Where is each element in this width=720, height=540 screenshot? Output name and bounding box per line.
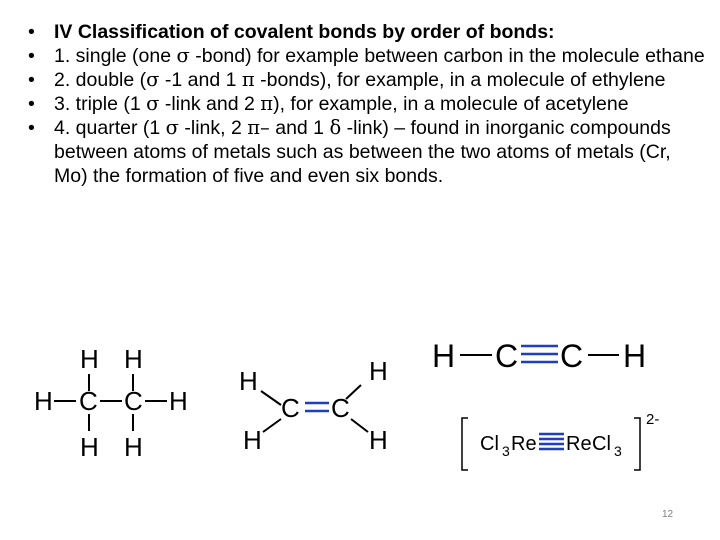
- bullet-text: 1. single (one: [54, 45, 177, 67]
- atom-c: C: [124, 386, 143, 416]
- pi-symbol: π–: [247, 116, 270, 139]
- bullet-single-bond: [28, 44, 708, 68]
- right-bracket: [634, 418, 640, 470]
- ethylene-structure: [235, 355, 400, 455]
- sigma-symbol: σ: [176, 44, 190, 67]
- atom-h: H: [432, 338, 456, 374]
- bullet-text: and 1: [269, 117, 330, 139]
- bullet-text: -bonds), for example, in a molecule of ethylene: [254, 69, 666, 91]
- atom-re: Re: [511, 433, 537, 455]
- subscript-3: 3: [502, 443, 510, 459]
- sigma-symbol: σ: [146, 92, 160, 115]
- bullet-text: -link and 2: [159, 93, 261, 115]
- rhenium-ion-structure: [458, 410, 670, 475]
- left-bracket: [462, 418, 468, 470]
- bullet-double-bond: [28, 68, 708, 92]
- pi-symbol: π: [260, 92, 274, 115]
- atom-h: H: [239, 366, 258, 396]
- atom-c: C: [281, 393, 300, 423]
- acetylene-structure: [430, 333, 660, 378]
- bullet-text: -link, 2: [178, 117, 248, 139]
- charge-label: 2-: [646, 411, 660, 428]
- subscript-3: 3: [614, 443, 622, 459]
- bullet-text: -bond) for example between carbon in the molecule ethane: [189, 45, 705, 67]
- bullet-text: 3. triple (1: [54, 93, 147, 115]
- bullet-heading: [28, 20, 708, 44]
- page-number: 12: [662, 509, 674, 520]
- atom-c: C: [331, 393, 350, 423]
- atom-h: H: [369, 425, 388, 455]
- atom-re: Re: [566, 433, 592, 455]
- atom-h: H: [623, 338, 647, 374]
- bond-line: [263, 419, 281, 432]
- bullet-text: 2. double (: [54, 69, 147, 91]
- bullet-list: [28, 20, 708, 188]
- atom-h: H: [369, 356, 388, 386]
- bullet-text: -link) – found in inorganic compounds between atoms of metals such as between the two atoms of metals (Cr, Mo) the formation of five and even six bonds.: [54, 117, 671, 187]
- bullet-quarter-bond: [28, 116, 708, 188]
- bullet-text: -1 and 1: [159, 69, 242, 91]
- bond-line: [261, 391, 281, 405]
- sigma-symbol: σ: [146, 68, 160, 91]
- atom-h: H: [124, 432, 143, 462]
- heading-text: IV Classification of covalent bonds by order of bonds:: [54, 21, 555, 43]
- atom-h: H: [243, 425, 262, 455]
- pi-symbol: π: [241, 68, 255, 91]
- ethane-structure: [30, 340, 200, 465]
- bullet-text: 4. quarter (1: [54, 117, 166, 139]
- atom-cl: Cl: [480, 433, 499, 455]
- atom-h: H: [124, 344, 143, 374]
- atom-cl: Cl: [592, 433, 611, 455]
- atom-c: C: [79, 386, 98, 416]
- atom-c: C: [495, 338, 519, 374]
- bullet-triple-bond: [28, 92, 708, 116]
- sigma-symbol: σ: [165, 116, 179, 139]
- bond-line: [351, 419, 368, 432]
- atom-h: H: [34, 386, 53, 416]
- atom-h: H: [80, 344, 99, 374]
- atom-c: C: [560, 338, 584, 374]
- delta-symbol: δ: [329, 116, 342, 139]
- atom-h: H: [80, 432, 99, 462]
- atom-h: H: [169, 386, 188, 416]
- bullet-text: ), for example, in a molecule of acetylene: [273, 93, 629, 115]
